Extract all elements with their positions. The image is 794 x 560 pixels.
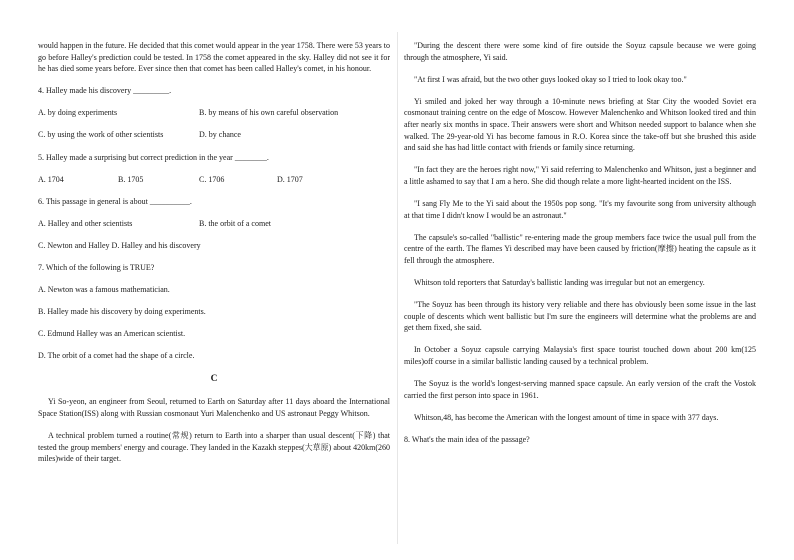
passage-paragraph-3: Yi smiled and joked her way through a 10-minute news briefing at Star City the wooded Soviet era cosmonaut training centre on the edge of Moscow. However Malenchenko and Whitson looked tired and thin after nearly six months in space. Their answers were short and Whitson needed support to balance when she walked. The 29-year-old Yi has become famous in R.O. Korea since the take-off but she brushed this aside and said she has had little contact with friends or family since returning. [404,96,756,153]
section-c-heading: C [210,373,218,384]
passage-paragraph-2: "At first I was afraid, but the two other guys looked okay so I tried to look okay too." [414,74,687,84]
passage-paragraph-7: Whitson told reporters that Saturday's ballistic landing was irregular but not an emergency. [414,277,705,287]
q4-options-row2 [38,129,390,141]
passage-c-paragraph-1: Yi So-yeon, an engineer from Seoul, returned to Earth on Saturday after 11 days aboard the International Space Station(ISS) along with Russian cosmonaut Yuri Malenchenko and US astronaut Peggy Whitson. [38,397,390,418]
q7-option-d[interactable]: D. The orbit of a comet had the shape of a circle. [38,351,195,361]
passage-paragraph-10: The Soyuz is the world's longest-serving manned space capsule. An early version of the craft the Vostok carried the first person into space in 1961. [404,378,756,400]
q6-option-b[interactable]: B. the orbit of a comet [199,218,271,228]
passage-paragraph-4: "In fact they are the heroes right now," Yi said referring to Malenchenko and Whitson, just a beginner and a little ashamed to say that I am a hero. She did though relate a more light-hearted incident on the ISS. [404,165,756,186]
q7-stem: 7. Which of the following is TRUE? [38,263,155,273]
q4-option-c[interactable]: C. by using the work of other scientists [38,130,164,140]
q5-options [38,174,390,186]
q7-option-b[interactable]: B. Halley made his discovery by doing experiments. [38,307,206,317]
q5-option-d[interactable]: D. 1707 [277,174,303,184]
q5-option-c[interactable]: C. 1706 [199,174,225,184]
q6-options-row1 [38,218,390,230]
q6-option-a[interactable]: A. Halley and other scientists [38,218,133,228]
passage-paragraph-11: Whitson,48, has become the American with the longest amount of time in space with 377 days. [414,412,719,422]
column-divider [397,32,398,544]
q4-option-d[interactable]: D. by chance [199,130,241,140]
passage-paragraph-8: "The Soyuz has been through its history very reliable and there has obviously been some issue in the last couple of descents which went ballistic but I'm sure the engineers will determine what the problems are and get them fixed, she said. [404,300,756,333]
q6-stem: 6. This passage in general is about __________. [38,196,192,206]
q7-option-c[interactable]: C. Edmund Halley was an American scientist. [38,329,186,339]
q4-options-row1 [38,107,390,119]
q5-option-b[interactable]: B. 1705 [118,174,144,184]
q8-stem: 8. What's the main idea of the passage? [404,434,530,444]
q6-options-cd[interactable]: C. Newton and Halley D. Halley and his discovery [38,240,201,250]
passage-paragraph-5: "I sang Fly Me to the Yi said about the 1950s pop song. "It's my favourite song from university although at that time I didn't know I would be an astronaut." [404,198,756,220]
q4-option-b[interactable]: B. by means of his own careful observation [199,108,339,118]
passage-paragraph-1: "During the descent there were some kind of fire outside the Soyuz capsule because we were going through the atmosphere, Yi said. [404,41,756,62]
passage-c-paragraph-2: A technical problem turned a routine(常规) return to Earth into a sharper than usual descent(下降) that tested the group members' energy and courage. They landed in the Kazakh steppes(大草原) about 420km(260 miles)wide of their target. [38,430,390,464]
q5-option-a[interactable]: A. 1704 [38,174,64,184]
passage-paragraph-9: In October a Soyuz capsule carrying Malaysia's first space tourist touched down about 200 km(125 miles)off course in a similar ballistic landing caused by a technical problem. [404,345,756,366]
left-column [38,40,390,475]
q4-option-a[interactable]: A. by doing experiments [38,108,118,118]
q7-option-a[interactable]: A. Newton was a famous mathematician. [38,285,170,295]
passage-paragraph-6: The capsule's so-called "ballistic" re-entering made the group members face twice the usual pull from the centre of the earth. The flames Yi described may have been caused by friction(摩擦) heating the capsule as it fell through the atmosphere. [404,232,756,265]
right-column [404,40,756,456]
intro-paragraph: would happen in the future. He decided that this comet would appear in the year 1758. There were 53 years to go before Halley's prediction could be tested. In 1758 the comet appeared in the sky. Halley did not see it for he has died some years before. Ever since then that comet has been called Halley's comet, in his honour. [38,41,390,74]
q4-stem: 4. Halley made his discovery _________. [38,86,172,96]
q5-stem: 5. Halley made a surprising but correct prediction in the year ________. [38,152,269,162]
